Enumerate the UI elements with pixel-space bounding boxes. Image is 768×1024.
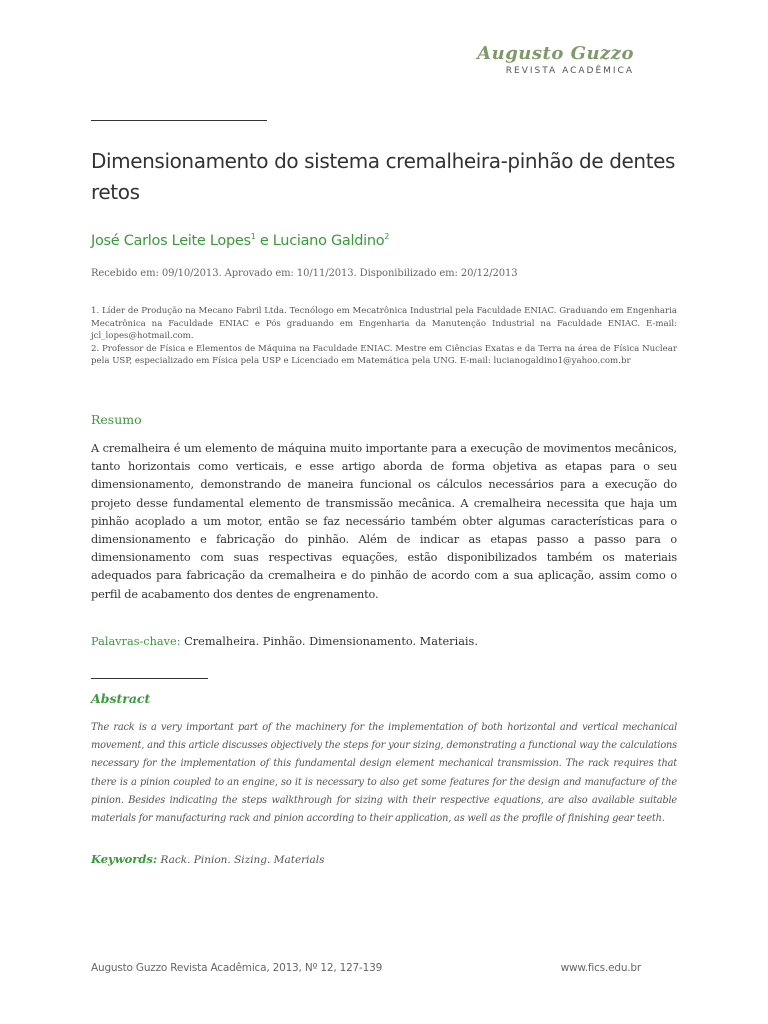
affiliation-1: 1. Líder de Produção na Mecano Fabril Ltda. Tecnólogo em Mecatrônica Industrial pela Faculdade ENIAC. Graduando em Engenharia Mecatrônica na Faculdade ENIAC e Pós graduando em Engenharia da Manutenção Industrial na Faculdade ENIAC. E-mail: jcl_lopes@hotmail.com. bbox=[91, 306, 677, 342]
palavras-chave-text: Cremalheira. Pinhão. Dimensionamento. Materiais. bbox=[180, 635, 478, 648]
logo-name: Augusto Guzzo bbox=[477, 43, 634, 64]
author-1: José Carlos Leite Lopes bbox=[91, 233, 251, 249]
affiliations bbox=[91, 305, 677, 368]
resumo-heading: Resumo bbox=[91, 412, 142, 427]
author-line bbox=[91, 232, 389, 249]
author-1-footnote: 1 bbox=[250, 232, 256, 241]
footer-website: www.fics.edu.br bbox=[560, 962, 641, 974]
affiliation-2: 2. Professor de Física e Elementos de Máquina na Faculdade ENIAC. Mestre em Ciências Exatas e da Terra na área de Física Nuclear pela USP, especializado em Física pela USP e Licenciado em Matemática pela UNG. E-mail: lucianogaldino1@yahoo.com.br bbox=[91, 343, 677, 367]
article-title: Dimensionamento do sistema cremalheira-pinhão de dentes retos bbox=[91, 149, 676, 204]
abstract-divider bbox=[91, 678, 208, 679]
journal-logo bbox=[477, 44, 634, 76]
author-2-footnote: 2 bbox=[384, 232, 390, 241]
resumo-text: A cremalheira é um elemento de máquina muito importante para a execução de movimentos mecânicos, tanto horizontais como verticais, e esse artigo aborda de forma objetiva as etapas para o seu dimensionamento, demonstrando de maneira funcional os cálculos necessários para a execução do projeto desse fundamental elemento de transmissão mecânica. A cremalheira necessita que haja um pinhão acoplado a um motor, então se faz necessário também obter algumas características para o dimensionamento e fabricação do pinhão. Além de indicar as etapas passo a passo para o dimensionamento com suas respectivas equações, estão disponibilizados também os materiais adequados para fabricação da cremalheira e do pinhão de acordo com a sua aplicação, assim como o perfil de acabamento dos dentes de engrenamento. bbox=[91, 442, 677, 601]
footer-citation: Augusto Guzzo Revista Acadêmica, 2013, Nº 12, 127-139 bbox=[91, 962, 383, 974]
palavras-chave bbox=[91, 635, 677, 648]
top-divider bbox=[91, 120, 267, 121]
author-2: Luciano Galdino bbox=[272, 233, 385, 249]
author-connector: e bbox=[255, 233, 273, 249]
abstract-heading: Abstract bbox=[91, 691, 151, 706]
logo-subtitle: REVISTA ACADÊMICA bbox=[505, 66, 634, 76]
palavras-chave-label: Palavras-chave: bbox=[91, 635, 181, 648]
keywords-label: Keywords: bbox=[91, 852, 158, 866]
keywords bbox=[91, 852, 677, 866]
abstract-text: The rack is a very important part of the machinery for the implementation of both horizontal and vertical mechanical movement, and this article discusses objectively the steps for your sizing, demonstrating a functional way the calculations necessary for the implementation of this fundamental design element mechanical transmission. The rack requires that there is a pinion coupled to an engine, so it is necessary to also get some features for the design and manufacture of the pinion. Besides indicating the steps walkthrough for sizing with their respective equations, are also available suitable materials for manufacturing rack and pinion according to their application, as well as the profile of finishing gear teeth. bbox=[91, 722, 677, 825]
keywords-text: Rack. Pinion. Sizing. Materials bbox=[157, 854, 325, 866]
publication-dates: Recebido em: 09/10/2013. Aprovado em: 10/11/2013. Disponibilizado em: 20/12/2013 bbox=[91, 268, 518, 279]
